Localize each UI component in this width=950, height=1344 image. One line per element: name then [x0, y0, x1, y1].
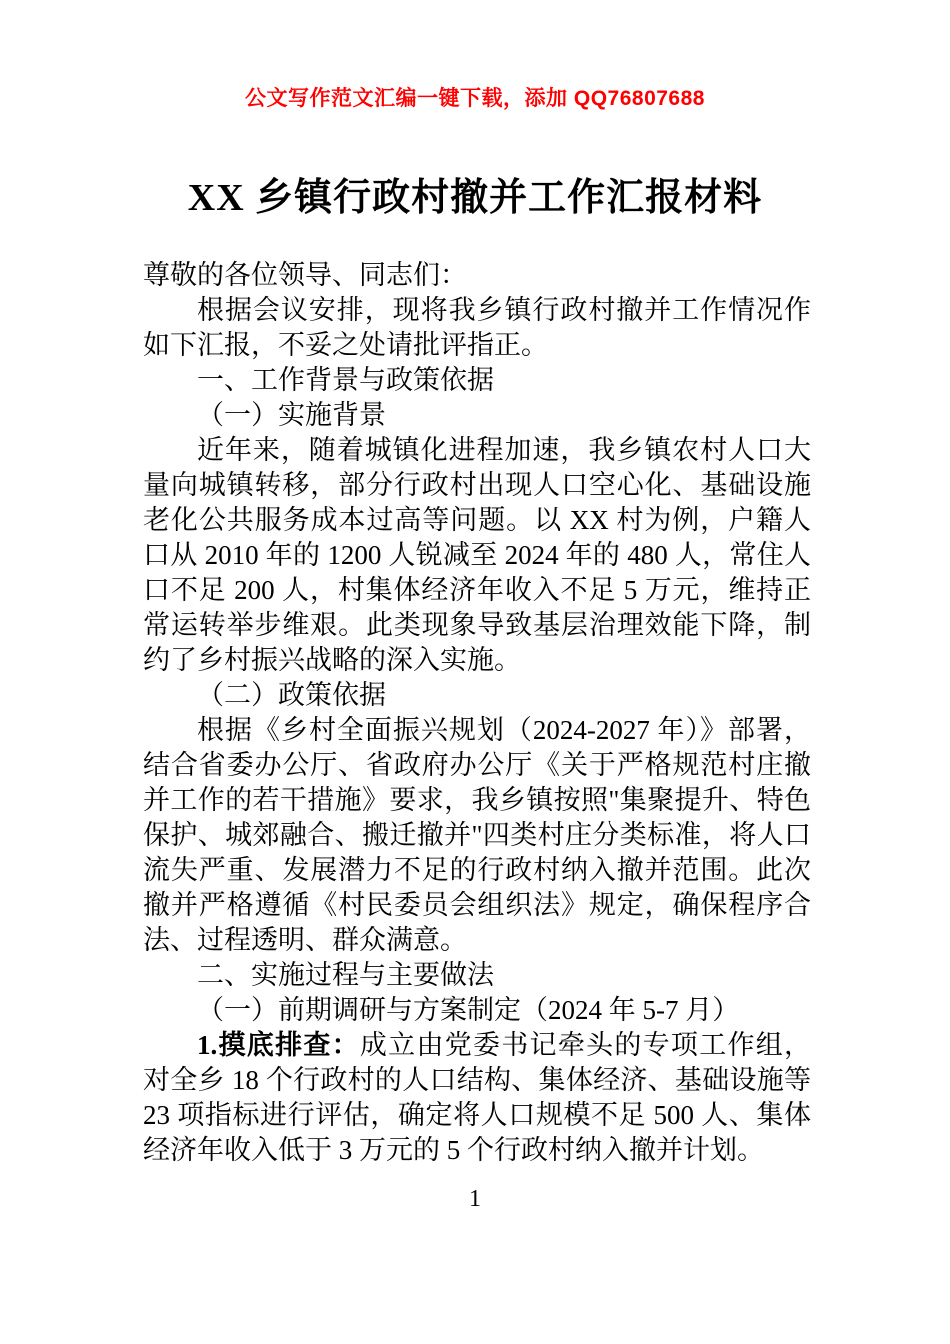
document-body	[143, 258, 811, 1168]
paragraph	[143, 258, 811, 293]
paragraph	[143, 993, 811, 1028]
text-run: 根据《乡村全面振兴规划（2024-2027 年）》部署，结合省委办公厅、省政府办公厅《关于严格规范村庄撤并工作的若干措施》要求，我乡镇按照"集聚提升、特色保护、城郊融合、搬迁撤并"四类村庄分类标准，将人口流失严重、发展潜力不足的行政村纳入撤并范围。此次撤并严格遵循《村民委员会组织法》规定，确保程序合法、过程透明、群众满意。	[143, 715, 811, 955]
paragraph	[143, 1028, 811, 1168]
text-run: 一、工作背景与政策依据	[197, 365, 494, 395]
text-run: 根据会议安排，现将我乡镇行政村撤并工作情况作如下汇报，不妥之处请批评指正。	[143, 295, 811, 360]
text-run: 二、实施过程与主要做法	[197, 960, 494, 990]
text-run: 1.摸底排查：	[197, 1030, 360, 1060]
paragraph	[143, 958, 811, 993]
paragraph	[143, 678, 811, 713]
page-number: 1	[469, 1186, 481, 1212]
paragraph	[143, 713, 811, 958]
promo-banner: 公文写作范文汇编一键下载，添加 QQ76807688	[245, 87, 705, 110]
text-run: 成立由党委书记牵头的专项工作组，对全乡 18 个行政村的人口结构、集体经济、基础设施等 23 项指标进行评估，确定将人口规模不足 500 人、集体经济年收入低于 3 万元的 5 个行政村纳入撤并计划。	[143, 1030, 812, 1165]
text-run: 近年来，随着城镇化进程加速，我乡镇农村人口大量向城镇转移，部分行政村出现人口空心化、基础设施老化公共服务成本过高等问题。以 XX 村为例，户籍人口从 2010 年的 1200 人锐减至 2024 年的 480 人，常住人口不足 200 人，村集体经济年收入不足 5 万元，维持正常运转举步维艰。此类现象导致基层治理效能下降，制约了乡村振兴战略的深入实施。	[143, 435, 811, 675]
paragraph	[143, 293, 811, 363]
document-title: XX 乡镇行政村撤并工作汇报材料	[187, 177, 763, 219]
text-run: （一）实施背景	[197, 400, 386, 430]
text-run: （二）政策依据	[197, 680, 386, 710]
text-run: （一）前期调研与方案制定（2024 年 5-7 月）	[197, 995, 740, 1025]
text-run: 尊敬的各位领导、同志们：	[143, 260, 467, 290]
paragraph	[143, 398, 811, 433]
paragraph	[143, 363, 811, 398]
paragraph	[143, 433, 811, 678]
